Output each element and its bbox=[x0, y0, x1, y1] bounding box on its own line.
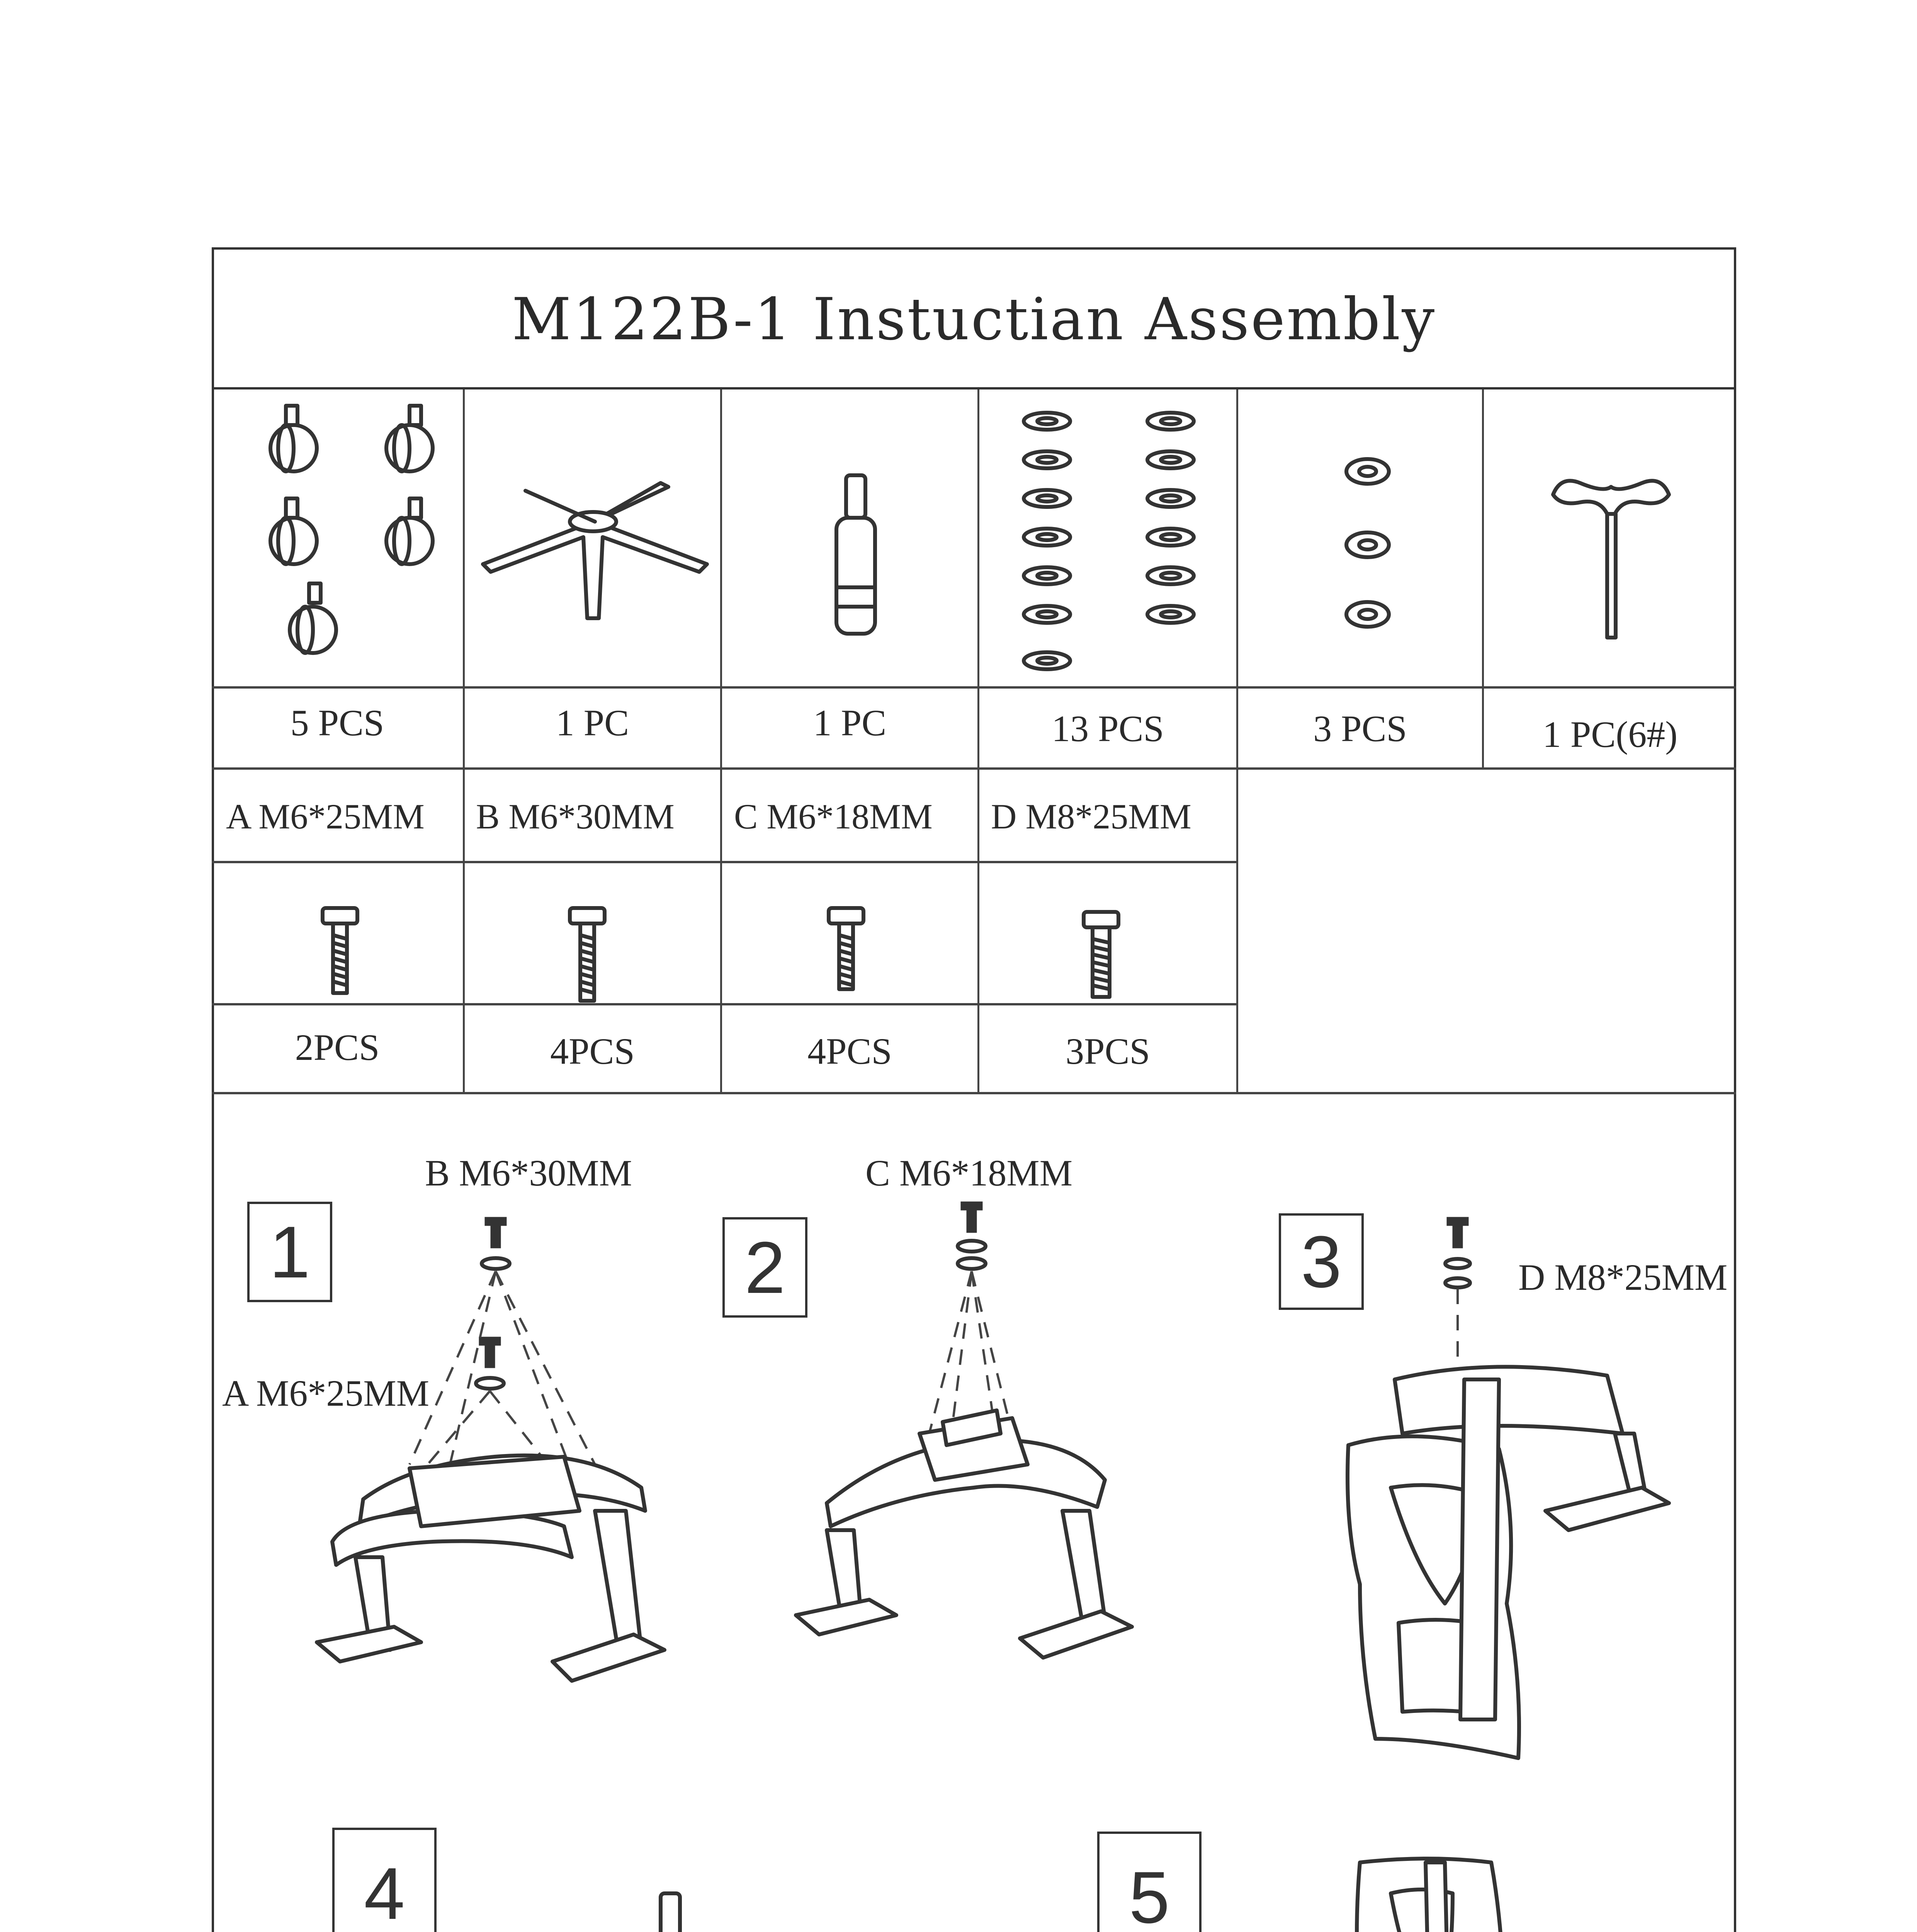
washer-icon bbox=[476, 1378, 504, 1389]
caster-icon bbox=[270, 406, 317, 471]
base-illustration bbox=[467, 464, 719, 626]
washer-icon bbox=[1024, 413, 1194, 669]
step-4-box: 4 bbox=[332, 1828, 437, 1932]
step-3-backrest-illustration bbox=[1337, 1217, 1684, 1777]
bolt-a-illustration bbox=[317, 904, 363, 997]
page-title: M122B-1 Instuctian Assembly bbox=[512, 286, 1436, 353]
caster-icon bbox=[386, 498, 433, 564]
parts-divider-2 bbox=[212, 767, 1736, 770]
fastener-qty-d: 3PCS bbox=[1066, 1031, 1150, 1072]
washer-icon bbox=[958, 1241, 986, 1252]
fastener-qty-b: 4PCS bbox=[550, 1031, 635, 1072]
fastener-divider-3 bbox=[212, 1092, 1736, 1094]
fastener-divider-1 bbox=[212, 861, 1238, 863]
gas-lift-illustration bbox=[819, 468, 896, 645]
qty-washers: 13 PCS bbox=[1052, 708, 1164, 749]
step-5-box: 5 bbox=[1097, 1832, 1202, 1932]
qty-allen-key: 1 PC(6#) bbox=[1542, 714, 1678, 755]
step-2-mechanism-illustration bbox=[796, 1202, 1144, 1704]
spring-washers-illustration bbox=[1329, 452, 1406, 638]
washer-icon bbox=[1445, 1278, 1470, 1287]
step-2-label-c: C M6*18MM bbox=[865, 1152, 1073, 1194]
bolt-d-illustration bbox=[1078, 908, 1124, 1005]
step-2-box: 2 bbox=[722, 1217, 807, 1318]
bolt-b-illustration bbox=[564, 904, 610, 1005]
step-1-seat-mechanism-illustration bbox=[294, 1217, 688, 1758]
fastener-spec-d: D M8*25MM bbox=[991, 797, 1191, 836]
fastener-qty-c: 4PCS bbox=[807, 1031, 892, 1072]
fastener-spec-c: C M6*18MM bbox=[734, 797, 933, 836]
caster-icon bbox=[270, 498, 317, 564]
fastener-spec-b: B M6*30MM bbox=[476, 797, 675, 836]
caster-icon bbox=[290, 583, 336, 653]
step-1-label-b: B M6*30MM bbox=[425, 1152, 632, 1194]
fastener-spec-a: A M6*25MM bbox=[226, 797, 425, 836]
caster-icon bbox=[386, 406, 433, 471]
step-1-box: 1 bbox=[247, 1202, 332, 1302]
step-1-label-a: A M6*25MM bbox=[222, 1372, 430, 1414]
bolt-c-illustration bbox=[823, 904, 869, 997]
step-3-label-d: D M8*25MM bbox=[1518, 1257, 1728, 1298]
qty-casters: 5 PCS bbox=[290, 702, 384, 743]
parts-divider-1 bbox=[212, 686, 1736, 689]
qty-gas-lift: 1 PC bbox=[813, 702, 887, 743]
spring-washer-icon bbox=[1346, 459, 1389, 627]
washer-icon bbox=[482, 1258, 510, 1269]
step-3-box: 3 bbox=[1279, 1213, 1364, 1310]
step-5-chair-illustration bbox=[1329, 1855, 1661, 1932]
qty-base: 1 PC bbox=[556, 702, 629, 743]
step-4-base-illustration bbox=[425, 1886, 927, 1932]
washer-icon bbox=[1445, 1259, 1470, 1268]
title-row bbox=[212, 247, 1736, 389]
allen-key-illustration bbox=[1545, 471, 1677, 641]
washers-illustration bbox=[1012, 406, 1205, 684]
qty-spring-washers: 3 PCS bbox=[1313, 708, 1407, 749]
casters-illustration bbox=[263, 402, 456, 672]
fastener-qty-a: 2PCS bbox=[295, 1027, 380, 1068]
